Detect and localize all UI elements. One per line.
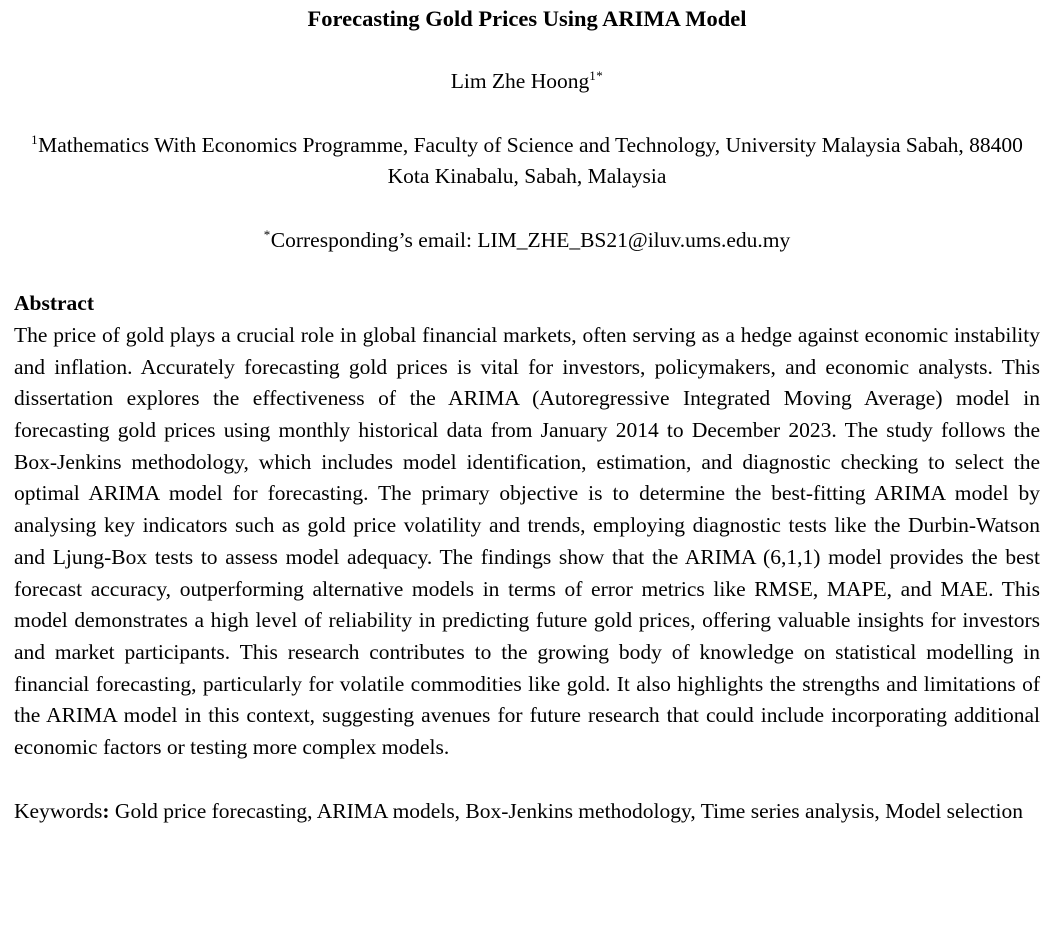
keywords-text: Gold price forecasting, ARIMA models, Box-Jenkins methodology, Time series analysis, Model selection — [114, 798, 1023, 823]
author-superscript: 1* — [589, 68, 604, 84]
keywords-line — [14, 796, 1040, 828]
keywords-label: Keywords — [14, 798, 103, 823]
abstract-heading: Abstract — [14, 291, 95, 316]
keywords-colon: : — [102, 798, 110, 823]
affiliation-line — [14, 130, 1040, 193]
affiliation-text: Mathematics With Economics Programme, Faculty of Science and Technology, University Malaysia Sabah, 88400 Kota Kinabalu, Sabah, Malaysia — [38, 132, 1023, 189]
affiliation-superscript: 1 — [31, 131, 39, 147]
paper-title: Forecasting Gold Prices Using ARIMA Model — [307, 6, 747, 31]
correspondence-superscript: * — [263, 226, 271, 242]
correspondence-label: Corresponding’s email: — [270, 227, 473, 252]
correspondence-line — [14, 225, 1040, 257]
author-name: Lim Zhe Hoong — [450, 69, 590, 94]
author-line — [14, 66, 1040, 98]
correspondence-email-address: LIM_ZHE_BS21@iluv.ums.edu.my — [477, 227, 791, 252]
abstract-body: The price of gold plays a crucial role in global financial markets, often serving as a hedge against economic instability and inflation. Accurately forecasting gold prices is vital for investors, policymakers, and economic analysts. This dissertation explores the effectiveness of the ARIMA (Autoregressive Integrated Moving Average) model in forecasting gold prices using monthly historical data from January 2014 to December 2023. The study follows the Box-Jenkins methodology, which includes model identification, estimation, and diagnostic checking to select the optimal ARIMA model for forecasting. The primary objective is to determine the best-fitting ARIMA model by analysing key indicators such as gold price volatility and trends, employing diagnostic tests like the Durbin-Watson and Ljung-Box tests to assess model adequacy. The findings show that the ARIMA (6,1,1) model provides the best forecast accuracy, outperforming alternative models in terms of error metrics like RMSE, MAPE, and MAE. This model demonstrates a high level of reliability in predicting future gold prices, offering valuable insights for investors and market participants. This research contributes to the growing body of knowledge on statistical modelling in financial forecasting, particularly for volatile commodities like gold. It also highlights the strengths and limitations of the ARIMA model in this context, suggesting avenues for future research that could include incorporating additional economic factors or testing more complex models. — [14, 322, 1040, 760]
